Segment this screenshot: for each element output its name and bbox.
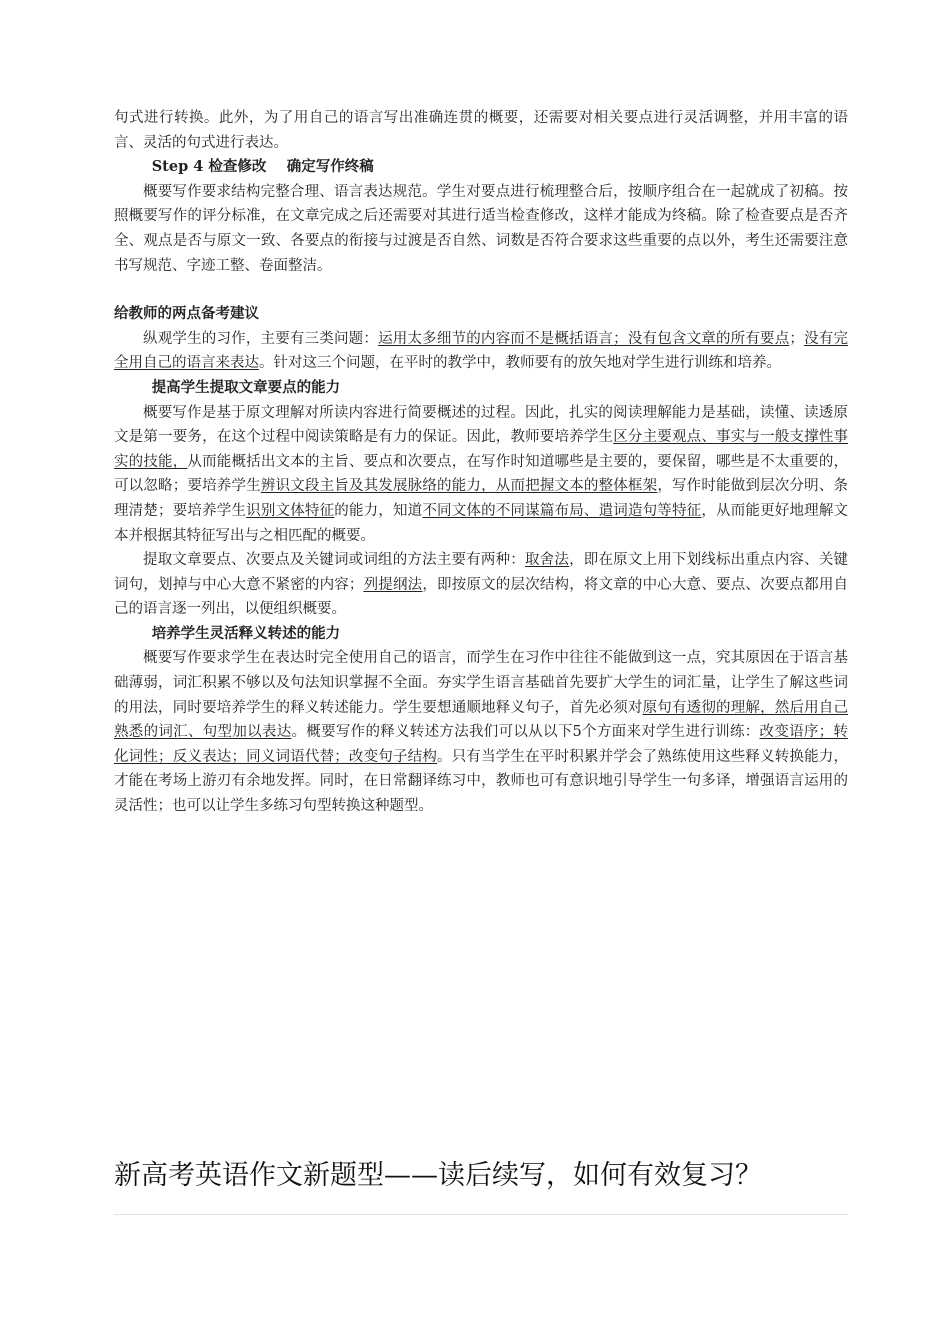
subheading-paraphrase: 培养学生灵活释义转述的能力: [151, 624, 341, 642]
underlined-text: 识别文体特征: [246, 502, 335, 519]
underlined-text: 原句有透彻的理解，然后用自己熟悉的词汇、句型加以表达: [114, 699, 848, 741]
paragraph-step-4: 概要写作要求结构完整合理、语言表达规范。学生对要点进行梳理整合后，按顺序组合在一起就成了初稿。按照概要写作的评分标准，在文章完成之后还需要对其进行适当检查修改，这样才能成为终稿。除了检查要点是否齐全、观点是否与原文一致、各要点的衔接与过渡是否自然、词数是否符合要求这些重要的点以外，考生还需要注意书写规范、字迹工整、卷面整洁。: [114, 183, 848, 274]
underlined-text: 运用太多细节的内容而不是概括语言；没有包含文章的所有要点: [378, 330, 790, 347]
step-4-title: 确定写作终稿: [286, 158, 374, 176]
underlined-text: 区分主要观点、事实与一般支撑性事实的技能，: [114, 429, 849, 470]
underlined-text: 不同文体的不同谋篇布局、遣词造句等特征: [422, 502, 702, 519]
article-body: [114, 106, 848, 819]
underlined-text: 改变语序；转化词性；反义表达；同义词语代替；改变句子结构: [114, 724, 849, 765]
text: 提取文章要点、次要点及关键词或词组的方法主要有两种：: [143, 552, 525, 569]
text: 。针对这三个问题，在平时的教学中，教师要有的放矢地对学生进行训练和培养。: [259, 355, 781, 372]
paragraph-paraphrase: [114, 646, 848, 818]
section-heading-teacher-tips: 给教师的两点备考建议: [114, 305, 259, 323]
paragraph-extract-methods: [114, 548, 848, 622]
paragraph-extract-points: [114, 401, 848, 549]
underlined-text: 取舍法: [524, 552, 570, 569]
text: 从而能概括出文本的主旨、要点和次要点，在写作时知道哪些是主要的，要保留，哪些是不太重要的，可以忽略；要培养学生: [114, 453, 848, 495]
subheading-extract-points: 提高学生提取文章要点的能力: [151, 378, 341, 396]
underlined-text: 没有完全用自己的语言来表达: [114, 330, 848, 372]
text: ，即按原文的层次结构，将文章的中心大意、要点、次要点都用自己的语言逐一列出，以便组织概要。: [114, 576, 848, 618]
text: 概要写作要求学生在表达时完全使用自己的语言，而学生在习作中往往不能做到这一点，究其原因在于语言基础薄弱，词汇积累不够以及句法知识掌握不全面。夯实学生语言基础首先要扩大学生的词汇量，让学生了解这些词的用法，同时要培养学生的释义转述能力。学生要想通顺地释义句子，首先必须对: [114, 650, 848, 716]
paragraph-problems: [114, 327, 848, 376]
text: ，写作时能做到层次分明、条理清楚；要培养学生: [114, 478, 849, 519]
next-article-title: 新高考英语作文新题型——读后续写，如何有效复习？: [114, 1160, 762, 1191]
text: 。概要写作的释义转述方法我们可以从以下5个方面来对学生进行训练：: [291, 724, 760, 741]
text: 的能力，知道: [334, 502, 423, 519]
text: 纵观学生的习作，主要有三类问题：: [143, 330, 379, 347]
text: ，从而能更好地理解文本并根据其特征写出与之相匹配的概要。: [114, 502, 849, 544]
underlined-text: 列提纲法: [363, 576, 423, 593]
step-4-heading: [114, 155, 848, 180]
step-4-label: Step 4 检查修改: [151, 158, 267, 176]
text: 概要写作是基于原文理解对所读内容进行简要概述的过程。因此，扎实的阅读理解能力是基础，读懂、读透原文是第一要务，在这个过程中阅读策略是有力的保证。因此，教师要培养学生: [114, 404, 848, 446]
divider: [114, 1214, 848, 1215]
underlined-text: 辨识文段主旨及其发展脉络的能力，从而把握文本的整体框架: [260, 478, 658, 495]
paragraph-continuation: 句式进行转换。此外，为了用自己的语言写出准确连贯的概要，还需要对相关要点进行灵活调整，并用丰富的语言、灵活的句式进行表达。: [114, 110, 848, 151]
text: ，即在原文上用下划线标出重点内容、关键词句，划掉与中心大意不紧密的内容；: [114, 552, 849, 593]
text: 。只有当学生在平时积累并学会了熟练使用这些释义转换能力，才能在考场上游刃有余地发挥。同时，在日常翻译练习中，教师也可有意识地引导学生一句多译，增强语言运用的灵活性；也可以让学生多练习句型转换这种题型。: [114, 748, 849, 815]
text: ；: [789, 330, 804, 347]
